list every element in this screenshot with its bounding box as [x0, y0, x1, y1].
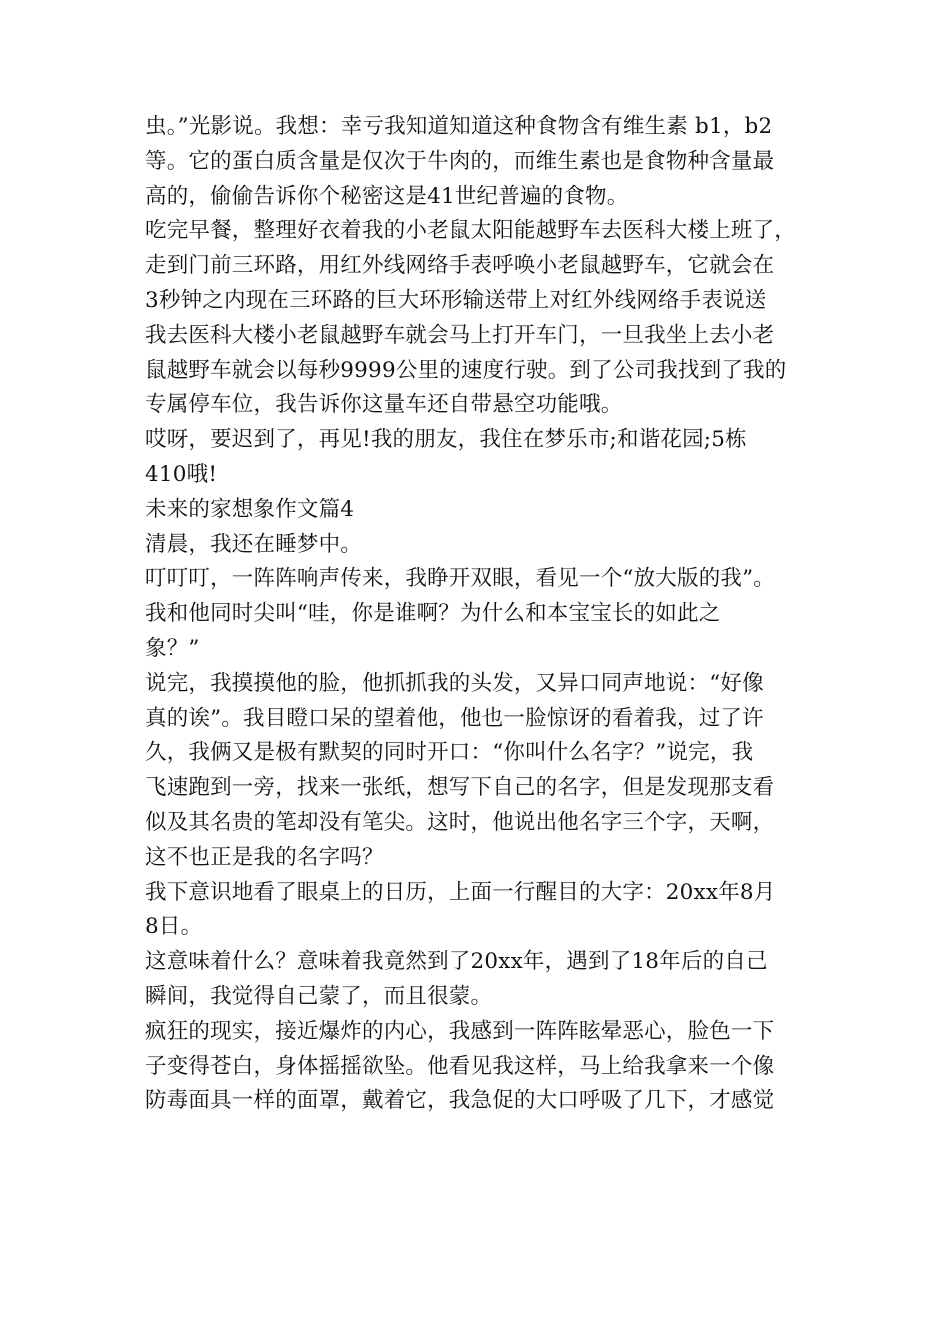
text-line: 说完，我摸摸他的脸，他抓抓我的头发，又异口同声地说：“好像: [145, 670, 764, 696]
text-line: 3秒钟之内现在三环路的巨大环形输送带上对红外线网络手表说送: [145, 287, 767, 313]
text-line: 清晨，我还在睡梦中。: [145, 531, 363, 557]
text-line: 走到门前三环路，用红外线网络手表呼唤小老鼠越野车，它就会在: [145, 253, 775, 279]
text-line: 飞速跑到一旁，找来一张纸，想写下自己的名字，但是发现那支看: [145, 775, 775, 801]
text-line: 似及其名贵的笔却没有笔尖。这时，他说出他名字三个字，天啊，: [145, 809, 775, 835]
document-body: [145, 110, 835, 1119]
text-line: 象？”: [145, 635, 200, 661]
text-line: 疯狂的现实，接近爆炸的内心，我感到一阵阵眩晕恶心，脸色一下: [145, 1018, 775, 1044]
text-line: 真的诶”。我目瞪口呆的望着他，他也一脸惊讶的看着我，过了许: [145, 705, 764, 731]
text-line: 久，我俩又是极有默契的同时开口：“你叫什么名字？”说完，我: [145, 740, 754, 766]
text-line: 防毒面具一样的面罩，戴着它，我急促的大口呼吸了几下，才感觉: [145, 1088, 775, 1114]
text-line: 鼠越野车就会以每秒9999公里的速度行驶。到了公司我找到了我的: [145, 357, 787, 383]
text-line: 这不也正是我的名字吗？: [145, 844, 384, 870]
text-line: 我下意识地看了眼桌上的日历，上面一行醒目的大字：20xx年8月: [145, 879, 776, 905]
text-line: 我和他同时尖叫“哇，你是谁啊？为什么和本宝宝长的如此之: [145, 601, 721, 627]
section-heading: 未来的家想象作文篇4: [145, 496, 355, 522]
text-line: 哎呀，要迟到了，再见!我的朋友，我住在梦乐市;和谐花园;5栋: [145, 427, 747, 453]
text-line: 高的，偷偷告诉你个秘密这是41世纪普遍的食物。: [145, 183, 629, 209]
text-line: 专属停车位，我告诉你这量车还自带悬空功能哦。: [145, 392, 623, 418]
text-line: 虫。”光影说。我想：幸亏我知道知道这种食物含有维生素 b1，b2: [145, 114, 773, 139]
text-line: 叮叮叮，一阵阵响声传来，我睁开双眼，看见一个“放大版的我”。: [145, 566, 775, 592]
text-line: 瞬间，我觉得自己蒙了，而且很蒙。: [145, 983, 493, 1009]
text-line: 这意味着什么？意味着我竟然到了20xx年，遇到了18年后的自己: [145, 949, 768, 975]
text-line: 410哦!: [145, 461, 218, 487]
text-line: 子变得苍白，身体摇摇欲坠。他看见我这样，马上给我拿来一个像: [145, 1053, 775, 1079]
text-line: 我去医科大楼小老鼠越野车就会马上打开车门，一旦我坐上去小老: [145, 322, 775, 348]
text-line: 吃完早餐，整理好衣着我的小老鼠太阳能越野车去医科大楼上班了，: [145, 218, 797, 244]
text-line: 等。它的蛋白质含量是仅次于牛肉的，而维生素也是食物种含量最: [145, 148, 775, 174]
text-line: 8日。: [145, 914, 203, 940]
